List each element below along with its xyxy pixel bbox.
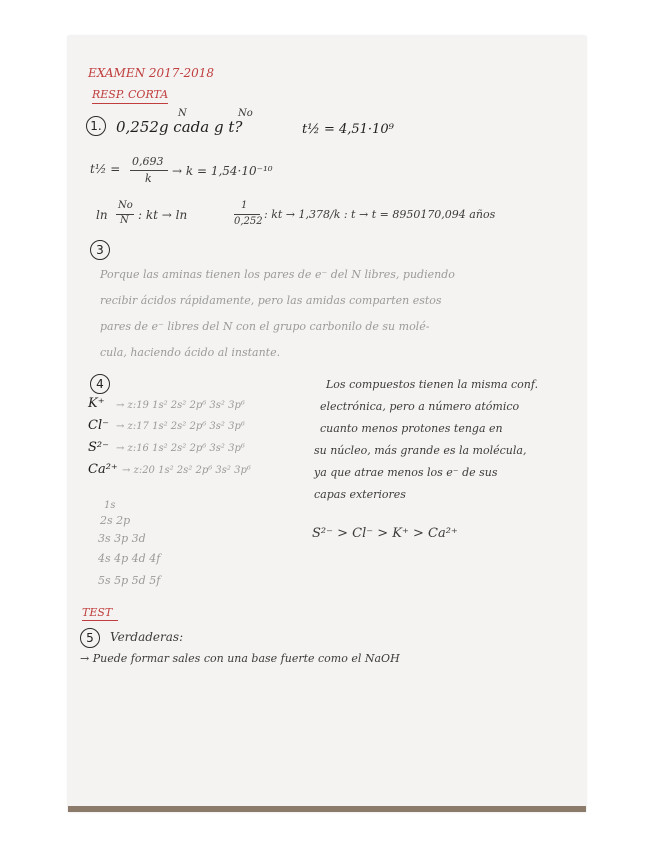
question-4-number: 4 xyxy=(90,374,110,394)
q4-expl-1: Los compuestos tienen la misma conf. xyxy=(326,378,539,391)
q1-eq3-den: N xyxy=(120,215,129,226)
q1-eq3-mid: : kt → ln xyxy=(138,208,188,222)
question-3-number: 3 xyxy=(90,240,110,260)
q3-line-1: Porque las aminas tienen los pares de e⁻ del N libres, pudiendo xyxy=(100,268,455,281)
q1-sup-no: No xyxy=(238,108,253,119)
q4-expl-6: capas exteriores xyxy=(314,488,406,501)
q1-eq3-ln: ln xyxy=(96,208,108,222)
orbital-row-2: 2s 2p xyxy=(100,514,131,527)
question-5-number: 5 xyxy=(80,628,100,648)
q4-expl-3: cuanto menos protones tenga en xyxy=(320,422,503,435)
ion-k: K⁺ xyxy=(88,396,105,411)
q1-eq3-num2: 1 xyxy=(241,200,248,211)
q1-half-life: t½ = 4,51·10⁹ xyxy=(302,122,394,137)
q1-eq2-lhs: t½ = xyxy=(90,162,121,176)
ion-cl: Cl⁻ xyxy=(88,418,109,433)
q1-eq2-rhs: → k = 1,54·10⁻¹⁰ xyxy=(172,164,273,178)
test-underline xyxy=(82,620,118,621)
q1-eq2-den: k xyxy=(145,172,152,185)
q3-line-2: recibir ácidos rápidamente, pero las amidas comparten estos xyxy=(100,294,442,307)
q1-eq3-num: No xyxy=(118,200,133,211)
q4-expl-4: su núcleo, más grande es la molécula, xyxy=(314,444,527,457)
orbital-row-1: 1s xyxy=(104,500,116,511)
ion-s-config: → z:16 1s² 2s² 2p⁶ 3s² 3p⁶ xyxy=(116,443,245,454)
section-short-answer: RESP. CORTA xyxy=(92,88,169,101)
exam-title: EXAMEN 2017-2018 xyxy=(88,66,215,80)
ion-ca: Ca²⁺ xyxy=(88,462,118,477)
q4-expl-2: electrónica, pero a número atómico xyxy=(320,400,520,413)
ion-cl-config: → z:17 1s² 2s² 2p⁶ 3s² 3p⁶ xyxy=(116,421,245,432)
q4-expl-5: ya que atrae menos los e⁻ de sus xyxy=(314,466,498,479)
q5-answer: Verdaderas: xyxy=(110,630,184,644)
orbital-row-5: 5s 5p 5d 5f xyxy=(98,574,161,587)
paper-edge xyxy=(68,806,586,812)
orbital-row-4: 4s 4p 4d 4f xyxy=(98,552,161,565)
q1-eq3-den2: 0,252 xyxy=(234,216,263,227)
q1-eq3-result: : kt → 1,378/k : t → t = 8950170,094 años xyxy=(264,208,496,221)
q1-eq2-fraction-bar xyxy=(130,170,168,171)
test-label: TEST xyxy=(82,606,113,619)
q1-sup-n: N xyxy=(178,108,187,119)
size-order: S²⁻ > Cl⁻ > K⁺ > Ca²⁺ xyxy=(312,526,458,541)
ion-s: S²⁻ xyxy=(88,440,109,455)
question-1-number: 1. xyxy=(86,116,106,136)
q1-statement: 0,252g cada g t? xyxy=(116,118,243,136)
q1-eq3-bar2 xyxy=(234,214,260,215)
section-underline xyxy=(92,103,168,104)
q3-line-3: pares de e⁻ libres del N con el grupo carbonilo de su molé- xyxy=(100,320,430,333)
q1-eq2-num: 0,693 xyxy=(132,155,164,168)
q3-line-4: cula, haciendo ácido al instante. xyxy=(100,346,281,359)
q5-line: → Puede formar sales con una base fuerte como el NaOH xyxy=(80,652,400,665)
ion-ca-config: → z:20 1s² 2s² 2p⁶ 3s² 3p⁶ xyxy=(122,465,251,476)
orbital-row-3: 3s 3p 3d xyxy=(98,532,146,545)
ion-k-config: → z:19 1s² 2s² 2p⁶ 3s² 3p⁶ xyxy=(116,400,245,411)
